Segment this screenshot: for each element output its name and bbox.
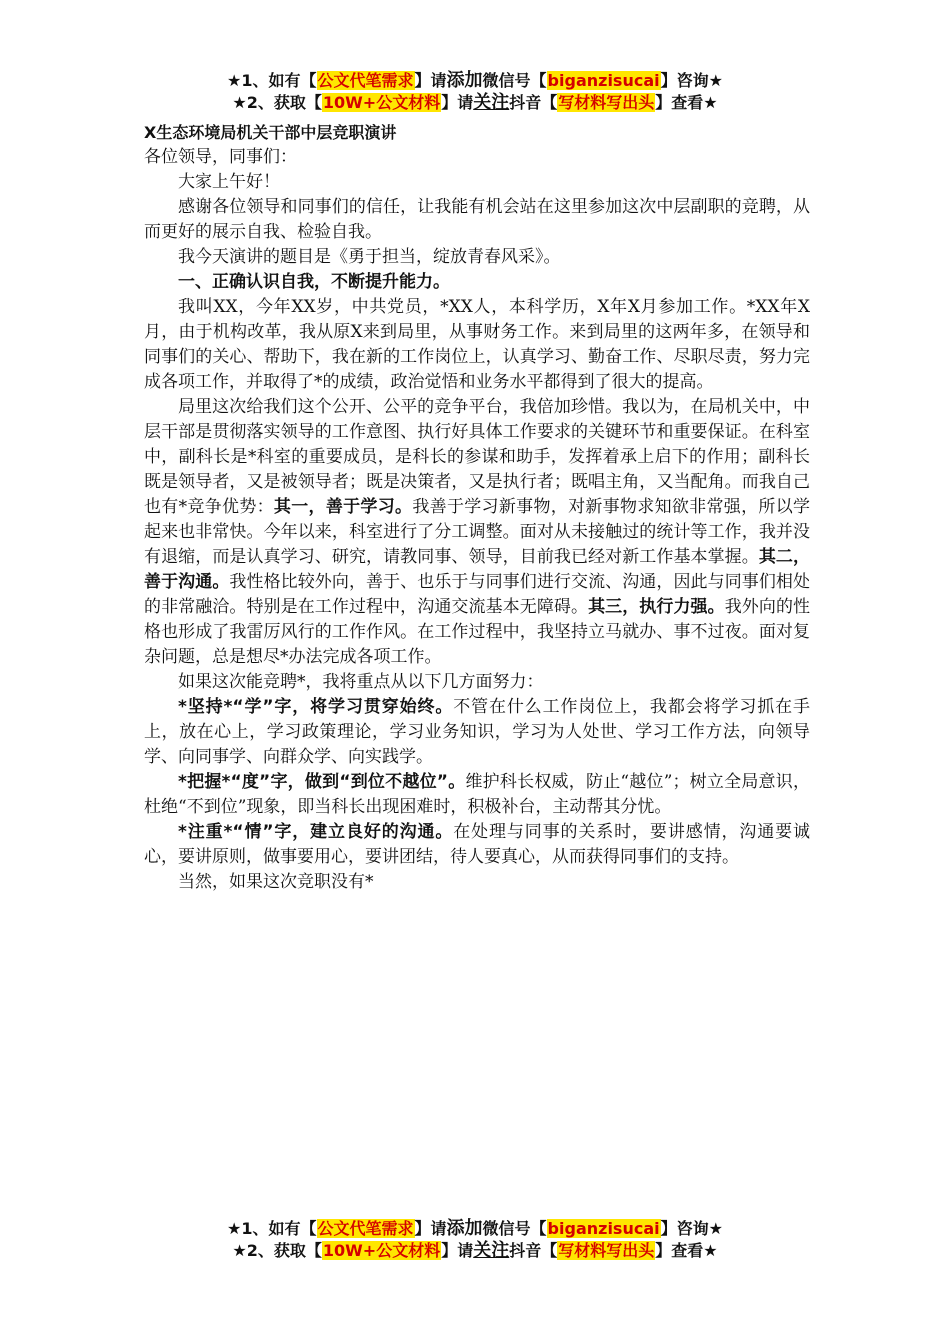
paragraph: 我叫XX，今年XX岁，中共党员，*XX人，本科学历，X年X月参加工作。*XX年X月，由于机构改革，我从原X来到局里，从事财务工作。来到局里的这两年多，在领导和同事们的关心、帮助下，我在新的工作岗位上，认真学习、勤奋工作、尽职尽责，努力完成各项工作，并取得了*的成绩，政治觉悟和业务水平都得到了很大的提高。 <box>144 297 810 392</box>
highlight-tag: 公文代笔需求 <box>317 71 414 90</box>
paragraph-text: 在处理与同事的关系时，要讲感情，沟通要诚心，要讲原则，做事要用心，要讲团结，待人要真心，从而获得同事们的支持。 <box>144 822 810 867</box>
paragraph: 当然，如果这次竞职没有* <box>178 872 374 892</box>
douyin-id: 写材料写出头 <box>558 1241 655 1260</box>
document-title: X生态环境局机关干部中层竞职演讲 <box>144 123 397 142</box>
wechat-id: biganzisucai <box>547 1219 660 1238</box>
banner-text: 】请 <box>441 93 474 112</box>
highlight-tag: 10W+公文材料 <box>322 93 441 112</box>
banner-text: 微信号【 <box>482 1219 547 1238</box>
highlight-tag: 公文代笔需求 <box>317 1219 414 1238</box>
paragraph-text: 我外向的性格也形成了我雷厉风行的工作作风。在工作过程中，我坚持立马就办、事不过夜。面对复杂问题，总是想尽*办法完成各项工作。 <box>144 597 811 667</box>
banner-line-1 <box>0 70 950 92</box>
banner-text: 微信号【 <box>482 71 547 90</box>
paragraph: 感谢各位领导和同事们的信任，让我能有机会站在这里参加这次中层副职的竞聘，从而更好的展示自我、检验自我。 <box>144 197 810 242</box>
banner-text: ★1、如有【 <box>227 1219 317 1238</box>
banner-text: ★2、获取【 <box>232 93 322 112</box>
paragraph <box>144 770 810 820</box>
douyin-id: 写材料写出头 <box>558 93 655 112</box>
paragraph <box>144 695 810 770</box>
banner-line-2 <box>0 92 950 114</box>
paragraph-text: 不管在什么工作岗位上，我都会将学习抓在手上，放在心上，学习政策理论，学习业务知识，学习为人处世、学习工作方法，向领导学、向同事学、向群众学、向实践学。 <box>144 697 810 767</box>
banner-emphasis: 关注 <box>473 92 510 113</box>
paragraph <box>144 820 810 870</box>
paragraph-text: 我性格比较外向，善于、也乐于与同事们进行交流、沟通，因此与同事们相处的非常融洽。特别是在工作过程中，沟通交流基本无障碍。 <box>144 572 811 617</box>
paragraph-text: 我善于学习新事物，对新事物求知欲非常强，所以学起来也非常快。今年以来，科室进行了分工调整。面对从未接触过的统计等工作，我并没有退缩，而是认真学习、研究，请教同事、领导，目前我已经对新工作基本掌握。 <box>144 497 811 567</box>
banner-emphasis: 关注 <box>473 1240 510 1261</box>
footer-banner <box>0 1218 950 1262</box>
bold-phrase: *把握*“度”字，做到“到位不越位”。 <box>178 772 466 792</box>
banner-text: 抖音【 <box>509 93 558 112</box>
bold-phrase: *坚持*“学”字，将学习贯穿始终。 <box>178 697 454 717</box>
banner-text: 】咨询★ <box>660 1219 723 1238</box>
paragraph: 我今天演讲的题目是《勇于担当，绽放青春风采》。 <box>178 247 561 267</box>
bold-phrase: 其三，执行力强。 <box>588 597 725 617</box>
document-body <box>144 120 810 895</box>
banner-text: ★2、获取【 <box>232 1241 322 1260</box>
header-banner <box>0 70 950 114</box>
paragraph <box>144 395 810 670</box>
banner-emphasis: 添加 <box>446 1218 483 1239</box>
banner-line-2 <box>0 1240 950 1262</box>
banner-text: 】查看★ <box>655 93 718 112</box>
bold-phrase: 其二，善于沟通。 <box>144 547 811 592</box>
banner-text: 】请 <box>441 1241 474 1260</box>
bold-phrase: *注重*“情”字，建立良好的沟通。 <box>178 822 454 842</box>
banner-text: 】咨询★ <box>660 71 723 90</box>
bold-phrase: 其一，善于学习。 <box>273 497 413 517</box>
banner-text: 】请 <box>414 71 447 90</box>
banner-text: 抖音【 <box>509 1241 558 1260</box>
banner-text: ★1、如有【 <box>227 71 317 90</box>
paragraph-text: 局里这次给我们这个公开、公平的竞争平台，我倍加珍惜。我以为，在局机关中，中层干部是贯彻落实领导的工作意图、执行好具体工作要求的关键环节和重要保证。在科室中，副科长是*科室的重要成员，是科长的参谋和助手，发挥着承上启下的作用；副科长既是领导者，又是被领导者；既是决策者，又是执行者；既唱主角，又当配角。而我自己也有*竞争优势： <box>144 397 810 517</box>
wechat-id: biganzisucai <box>547 71 660 90</box>
banner-text: 】请 <box>414 1219 447 1238</box>
salutation: 各位领导，同事们： <box>144 147 297 167</box>
greeting: 大家上午好！ <box>178 172 280 192</box>
banner-text: 】查看★ <box>655 1241 718 1260</box>
paragraph: 如果这次能竞聘*，我将重点从以下几方面努力： <box>178 672 544 692</box>
paragraph-text: 维护科长权威，防止“越位”；树立全局意识，杜绝“不到位”现象，即当科长出现困难时，积极补台，主动帮其分忧。 <box>144 772 810 817</box>
section-heading: 一、正确认识自我，不断提升能力。 <box>178 272 450 292</box>
banner-line-1 <box>0 1218 950 1240</box>
banner-emphasis: 添加 <box>446 70 483 91</box>
highlight-tag: 10W+公文材料 <box>322 1241 441 1260</box>
